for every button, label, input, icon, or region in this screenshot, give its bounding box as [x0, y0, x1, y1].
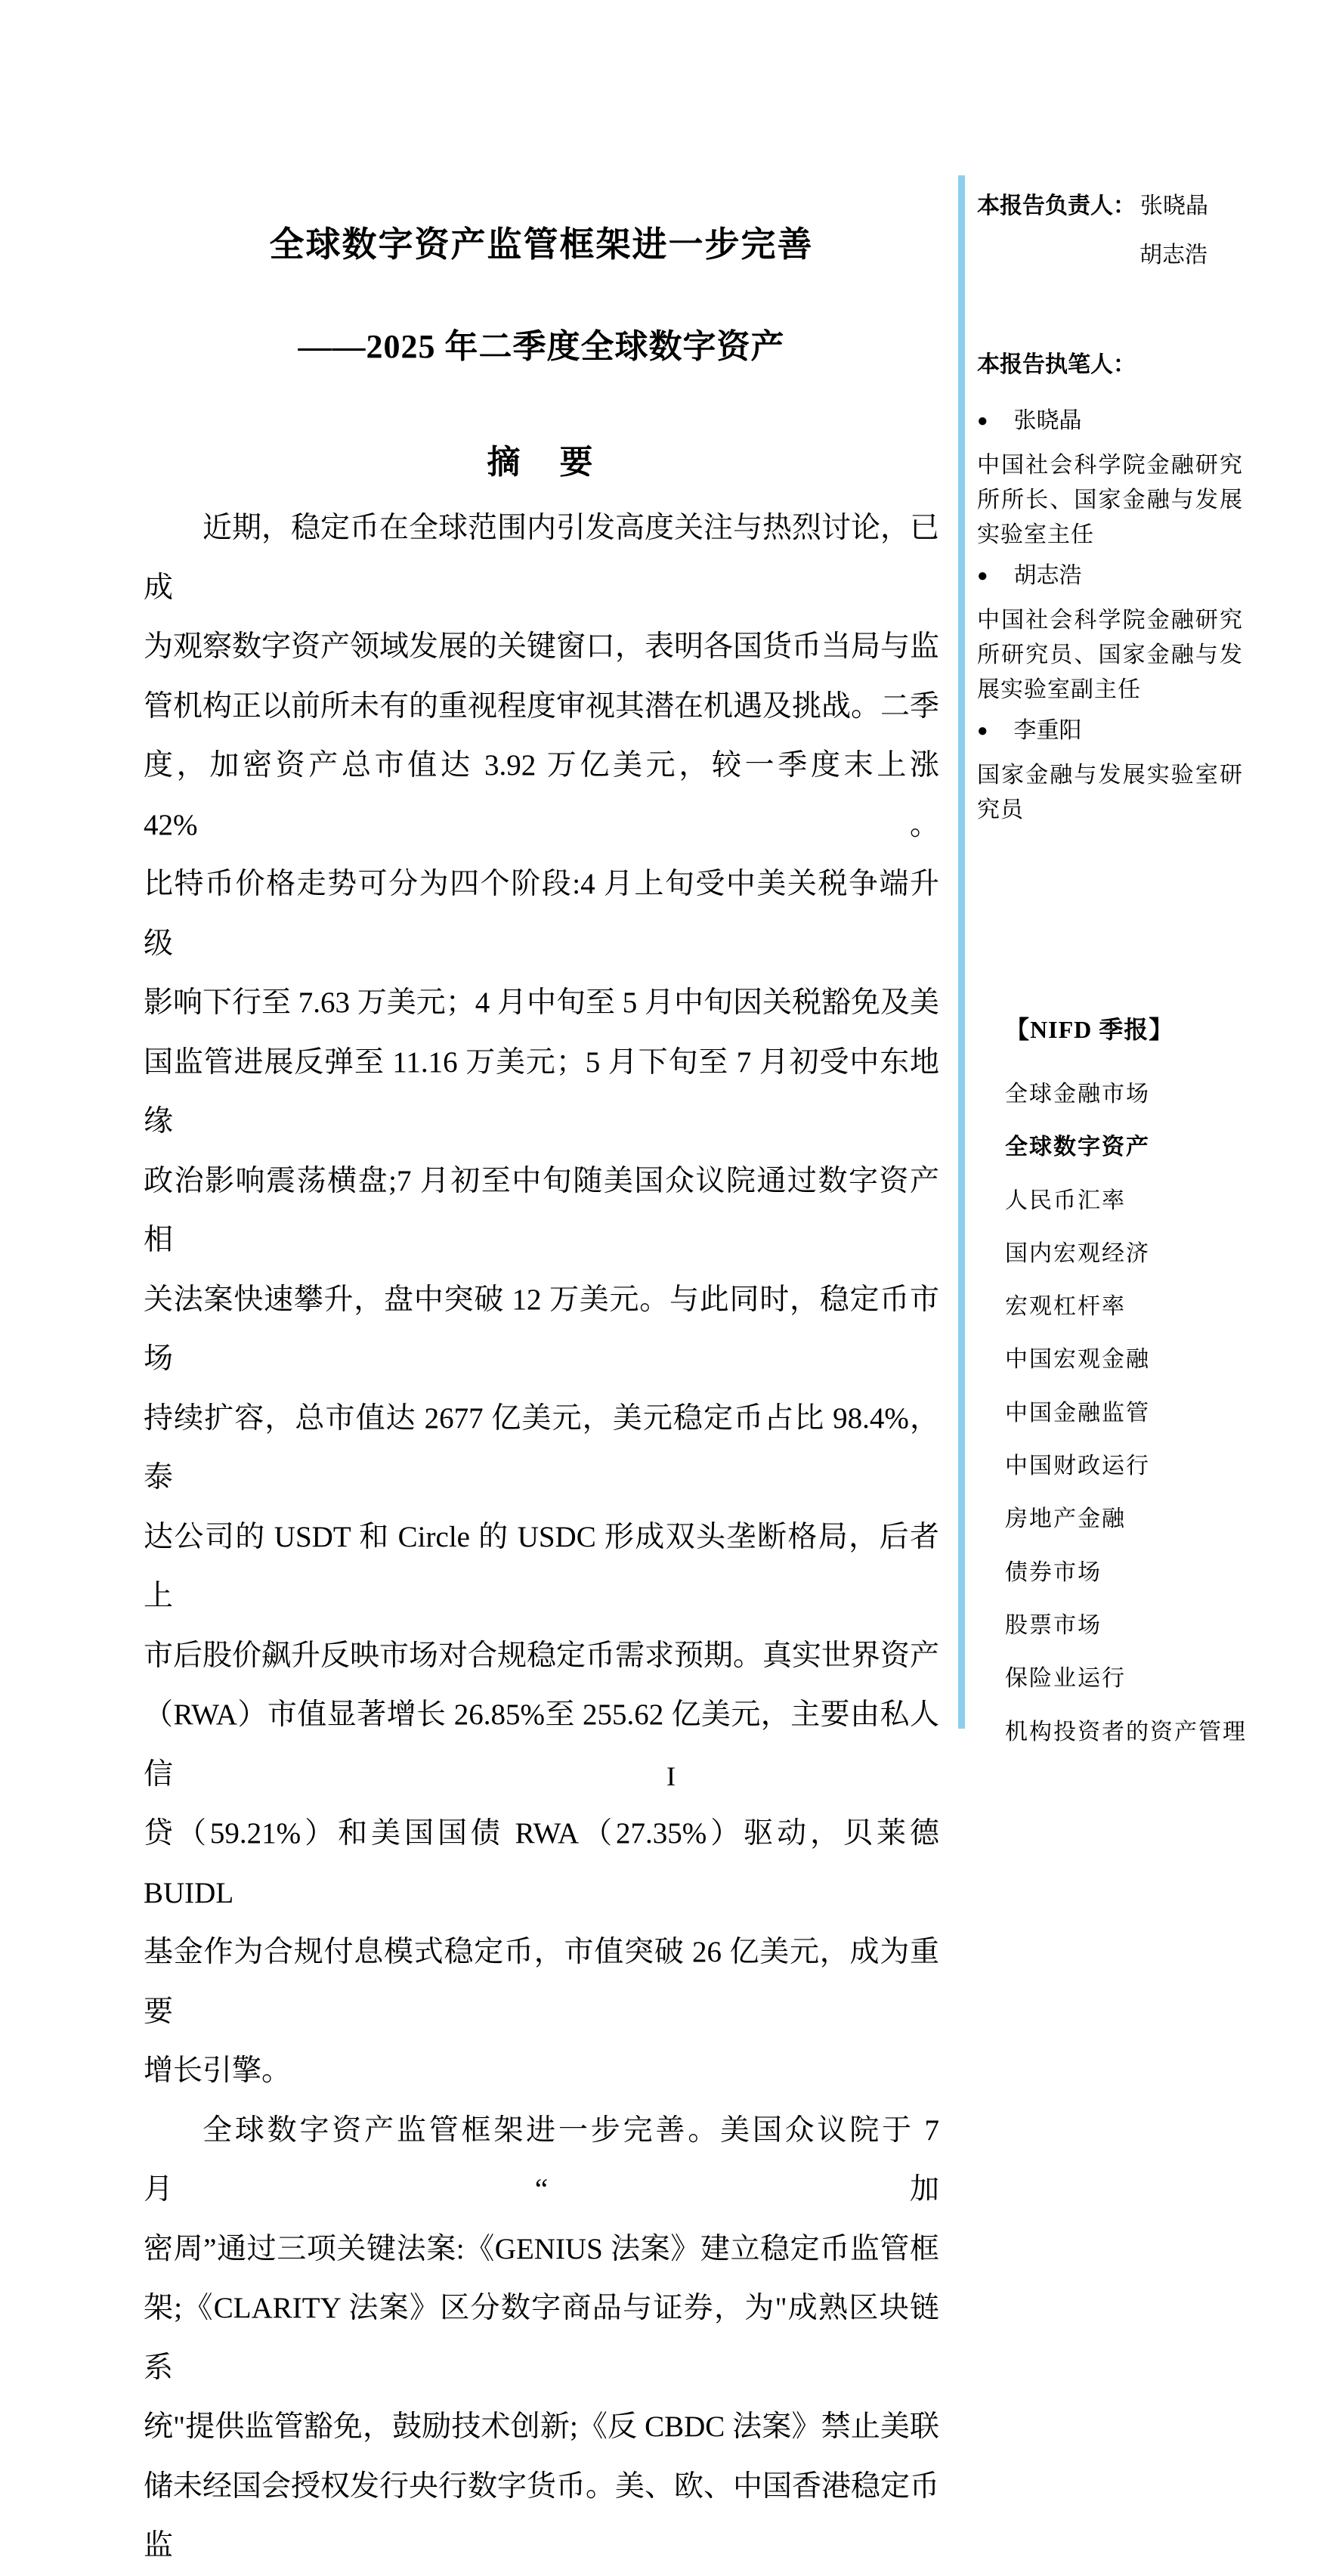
author-block: [977, 714, 1328, 828]
body-line: 市后股价飙升反映市场对合规稳定币需求预期。真实世界资产: [144, 1639, 940, 1672]
author-name: 张晓晶: [1013, 408, 1082, 433]
series-item: 中国金融监管: [1005, 1400, 1150, 1426]
authors-label: 本报告执笔人：: [977, 352, 1136, 377]
body-line: 架;《CLARITY 法案》区分数字商品与证券，为"成熟区块链系: [144, 2292, 939, 2384]
body-line: 全球数字资产监管框架进一步完善。美国众议院于 7 月“加: [144, 2113, 939, 2206]
authors-list: [977, 404, 1328, 828]
sidebar: [977, 191, 1328, 1759]
body-line: 贷（59.21%）和美国国债 RWA（27.35%）驱动，贝莱德 BUIDL: [144, 1817, 939, 1909]
body-line: 比特币价格走势可分为四个阶段:4 月上旬受中美关税争端升级: [144, 868, 939, 960]
lead-name-1: 张晓晶: [1140, 194, 1208, 218]
body-line: 国监管进展反弹至 11.16 万美元；5 月下旬至 7 月初受中东地缘: [144, 1045, 939, 1138]
body-line: 政治影响震荡横盘;7 月初至中旬随美国众议院通过数字资产相: [144, 1164, 939, 1256]
body-line: 为观察数字资产领域发展的关键窗口，表明各国货币当局与监: [144, 630, 940, 663]
abstract-heading: 摘 要: [487, 444, 596, 481]
series-item: 保险业运行: [1005, 1666, 1126, 1692]
body-line: 基金作为合规付息模式稳定币，市值突破 26 亿美元，成为重要: [144, 1936, 939, 2028]
author-name-row: [977, 559, 1328, 593]
body-line: 增长引擎。: [144, 2054, 292, 2087]
body-line: 度，加密资产总市值达 3.92 万亿美元，较一季度末上涨 42%。: [144, 749, 939, 841]
series-item: 国内宏观经济: [1005, 1240, 1150, 1266]
bullet-icon: ●: [977, 566, 988, 586]
body-line: 储未经国会授权发行央行数字货币。美、欧、中国香港稳定币监: [144, 2469, 940, 2562]
lead-label: 本报告负责人：: [977, 194, 1136, 218]
series-item: 人民币汇率: [1005, 1187, 1126, 1213]
bullet-icon: ●: [977, 411, 988, 431]
series-list: [977, 1068, 1328, 1759]
lead-row-2: [977, 240, 1328, 271]
series-item: 房地产金融: [1005, 1506, 1126, 1532]
body-line: 密周”通过三项关键法案:《GENIUS 法案》建立稳定币监管框: [144, 2232, 939, 2265]
page-number: I: [666, 1761, 676, 1791]
body-line: （RWA）市值显著增长 26.85%至 255.62 亿美元，主要由私人信: [144, 1698, 939, 1791]
series-item: 全球数字资产: [1005, 1135, 1150, 1160]
body-line: 近期，稳定币在全球范围内引发高度关注与热烈讨论，已成: [144, 512, 940, 604]
series-item: 中国财政运行: [1005, 1454, 1150, 1479]
body-line: 统"提供监管豁免，鼓励技术创新;《反 CBDC 法案》禁止美联: [144, 2410, 939, 2443]
author-name: 李重阳: [1013, 718, 1082, 743]
series-label: 【NIFD 季报】: [1005, 1016, 1174, 1043]
lead-name-2: 胡志浩: [1139, 243, 1207, 268]
author-affiliation: 国家金融与发展实验室研究员: [977, 763, 1243, 822]
report-subtitle: ——2025 年二季度全球数字资产: [298, 327, 785, 365]
author-name-row: [977, 714, 1328, 748]
series-item: 债券市场: [1005, 1559, 1102, 1585]
body-line: 关法案快速攀升，盘中突破 12 万美元。与此同时，稳定币市场: [144, 1283, 939, 1375]
bullet-icon: ●: [977, 721, 988, 741]
series-item: 全球金融市场: [1005, 1082, 1150, 1107]
author-block: [977, 559, 1328, 707]
abstract-body: [144, 499, 939, 2576]
series-item: 股票市场: [1005, 1612, 1102, 1638]
body-line: 持续扩容，总市值达 2677 亿美元，美元稳定币占比 98.4%，泰: [144, 1401, 939, 1494]
author-block: [977, 404, 1328, 553]
author-affiliation: 中国社会科学院金融研究所所长、国家金融与发展实验室主任: [977, 453, 1243, 547]
series-item: 宏观杠杆率: [1005, 1294, 1126, 1320]
body-line: 达公司的 USDT 和 Circle 的 USDC 形成双头垄断格局，后者上: [144, 1520, 939, 1612]
author-name-row: [977, 404, 1328, 438]
body-line: 管机构正以前所未有的重视程度审视其潜在机遇及挑战。二季: [144, 689, 940, 723]
report-title: 全球数字资产监管框架进一步完善: [269, 224, 814, 264]
author-name: 胡志浩: [1013, 563, 1082, 588]
lead-row: [977, 191, 1328, 221]
sidebar-divider-bar: [958, 175, 965, 1729]
author-affiliation: 中国社会科学院金融研究所研究员、国家金融与发展实验室副主任: [977, 608, 1243, 702]
body-line: 影响下行至 7.63 万美元；4 月中旬至 5 月中旬因关税豁免及美: [144, 986, 940, 1019]
series-item: 中国宏观金融: [1005, 1347, 1150, 1373]
series-item: 机构投资者的资产管理: [1005, 1719, 1247, 1745]
